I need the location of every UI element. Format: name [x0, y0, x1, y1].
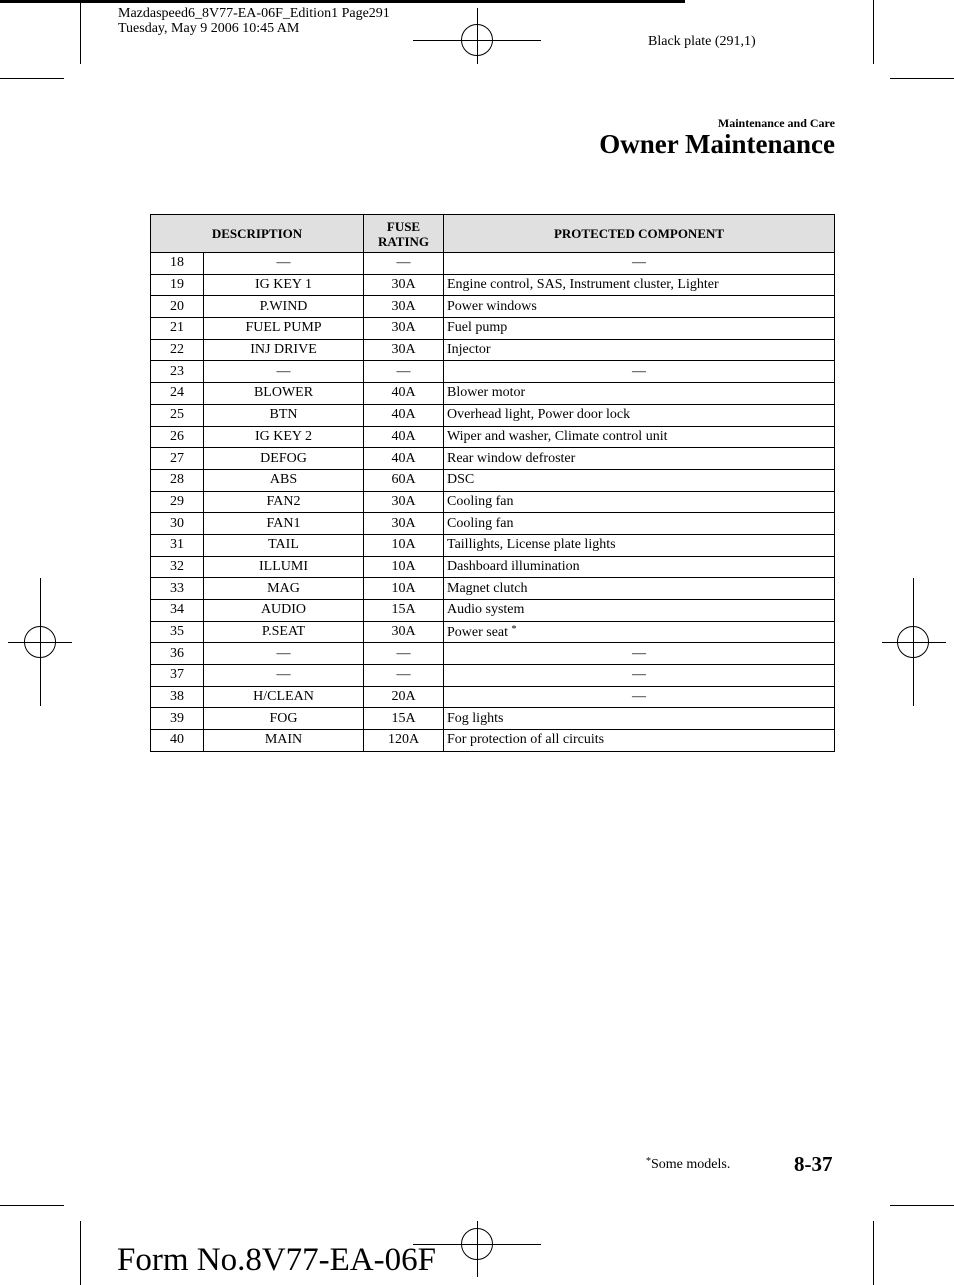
fuse-number-cell [151, 469, 204, 491]
page-number: 8-37 [794, 1152, 833, 1176]
description-cell-text: IG KEY 2 [254, 428, 313, 444]
protected-component-cell-text: Cooling fan [447, 515, 514, 531]
fuse-rating-cell [364, 686, 444, 708]
fuse-rating-cell [364, 426, 444, 448]
protected-component-cell-text: Cooling fan [447, 493, 514, 509]
description-cell-text: P.SEAT [261, 624, 306, 640]
protected-component-cell-text: Injector [447, 342, 491, 358]
description-cell-text: FOG [269, 710, 298, 726]
description-cell-text: — [276, 363, 291, 379]
fuse-rating-cell-text: 15A [391, 710, 416, 726]
description-cell [204, 556, 364, 578]
description-cell-text: ILLUMI [259, 558, 308, 574]
fuse-number-cell-text: 37 [170, 667, 184, 683]
table-row [151, 621, 835, 643]
fuse-number-cell-text: 33 [170, 580, 184, 596]
crop-mark [873, 0, 874, 64]
fuse-number-cell [151, 448, 204, 470]
protected-component-cell [444, 621, 835, 643]
description-cell-text: — [276, 667, 291, 683]
protected-component-cell-text: — [632, 667, 646, 683]
fuse-rating-cell [364, 339, 444, 361]
fuse-rating-cell-text: 10A [391, 558, 416, 574]
protected-component-cell [444, 253, 835, 275]
table-row [151, 383, 835, 405]
table-row [151, 361, 835, 383]
table-row [151, 339, 835, 361]
fuse-number-cell-text: 38 [170, 689, 184, 705]
fuse-rating-cell [364, 534, 444, 556]
table-row [151, 253, 835, 275]
fuse-number-cell [151, 513, 204, 535]
crop-mark [890, 78, 954, 79]
fuse-rating-cell-text: 30A [391, 515, 416, 531]
table-row [151, 578, 835, 600]
description-cell-text: FAN2 [266, 493, 301, 509]
table-row [151, 296, 835, 318]
header-protected-component: PROTECTED COMPONENT [444, 215, 835, 253]
fuse-rating-cell [364, 361, 444, 383]
fuse-number-cell-text: 40 [170, 732, 184, 748]
fuse-rating-cell-text: 60A [391, 472, 416, 488]
fuse-number-cell [151, 253, 204, 275]
fuse-rating-cell-text: 120A [387, 732, 420, 748]
fuse-number-cell [151, 426, 204, 448]
registration-mark-circle [461, 24, 493, 56]
description-cell [204, 621, 364, 643]
fuse-rating-cell-text: 10A [391, 580, 416, 596]
fuse-rating-cell [364, 469, 444, 491]
fuse-number-cell-text: 27 [170, 450, 184, 466]
protected-component-cell-text: Dashboard illumination [447, 558, 580, 574]
registration-mark-circle [24, 626, 56, 658]
fuse-number-cell [151, 383, 204, 405]
registration-mark-circle [461, 1228, 493, 1260]
crop-mark [890, 1205, 954, 1206]
crop-mark [80, 0, 81, 64]
header-rating-line1: FUSE [386, 218, 421, 234]
fuse-number-cell-text: 30 [170, 515, 184, 531]
fuse-number-cell-text: 21 [170, 320, 184, 336]
fuse-rating-cell [364, 621, 444, 643]
protected-component-cell-text: Overhead light, Power door lock [447, 407, 631, 423]
description-cell-text: AUDIO [260, 602, 307, 618]
fuse-rating-cell-text: 40A [391, 385, 416, 401]
protected-component-cell [444, 708, 835, 730]
protected-component-cell-text: Engine control, SAS, Instrument cluster, Lighter [447, 277, 719, 293]
fuse-rating-cell-text: 30A [391, 342, 416, 358]
plate-label: Black plate (291,1) [648, 34, 756, 49]
fuse-number-cell [151, 274, 204, 296]
fuse-number-cell-text: 36 [170, 645, 184, 661]
fuse-rating-cell [364, 491, 444, 513]
protected-component-cell [444, 491, 835, 513]
protected-component-cell-text: Magnet clutch [447, 580, 528, 596]
registration-mark-circle [897, 626, 929, 658]
fuse-number-cell-text: 26 [170, 428, 184, 444]
fuse-number-cell-text: 31 [170, 537, 184, 553]
description-cell-text: MAG [267, 580, 300, 596]
fuse-number-cell [151, 578, 204, 600]
protected-component-cell-text: Rear window defroster [447, 450, 576, 466]
fuse-number-cell [151, 643, 204, 665]
footnote [646, 1156, 730, 1173]
table-row [151, 730, 835, 752]
fuse-rating-cell [364, 404, 444, 426]
table-row [151, 708, 835, 730]
table-row [151, 600, 835, 622]
description-cell [204, 339, 364, 361]
fuse-number-cell-text: 39 [170, 710, 184, 726]
fuse-number-cell-text: 23 [170, 363, 184, 379]
description-cell [204, 686, 364, 708]
fuse-rating-cell [364, 556, 444, 578]
fuse-number-cell [151, 600, 204, 622]
footnote-text: Some models. [651, 1157, 731, 1172]
protected-component-cell-text: Blower motor [447, 385, 526, 401]
description-cell [204, 274, 364, 296]
fuse-number-cell [151, 686, 204, 708]
fuse-rating-cell-text: 40A [391, 407, 416, 423]
protected-component-cell-text: — [632, 645, 646, 661]
footnote-star: * [646, 1156, 651, 1167]
fuse-number-cell [151, 665, 204, 687]
description-cell [204, 404, 364, 426]
protected-component-cell-text: For protection of all circuits [447, 732, 605, 748]
page-title: Owner Maintenance [599, 129, 835, 159]
protected-component-cell [444, 665, 835, 687]
protected-component-cell-text: Fog lights [447, 710, 504, 726]
fuse-number-cell [151, 296, 204, 318]
fuse-rating-cell-text: — [396, 363, 411, 379]
fuse-rating-cell-text: 40A [391, 428, 416, 444]
fuse-rating-cell-text: 15A [391, 602, 416, 618]
description-cell [204, 534, 364, 556]
fuse-number-cell [151, 730, 204, 752]
protected-component-cell-text: — [632, 689, 646, 705]
fuse-rating-cell [364, 274, 444, 296]
protected-component-cell [444, 513, 835, 535]
fuse-rating-cell [364, 643, 444, 665]
description-cell-text: TAIL [268, 537, 299, 553]
description-cell [204, 383, 364, 405]
description-cell [204, 361, 364, 383]
description-cell-text: H/CLEAN [253, 689, 314, 705]
fuse-rating-cell-text: 20A [391, 689, 416, 705]
fuse-number-cell-text: 29 [170, 493, 184, 509]
table-row [151, 448, 835, 470]
protected-component-cell [444, 361, 835, 383]
fuse-rating-cell [364, 578, 444, 600]
fuse-table [150, 214, 835, 752]
protected-component-cell-text: Taillights, License plate lights [447, 537, 616, 553]
fuse-rating-cell-text: 30A [391, 298, 416, 314]
some-models-marker: * [511, 623, 517, 635]
fuse-rating-cell-text: 30A [391, 624, 416, 640]
table-header-row [151, 215, 835, 253]
fuse-number-cell-text: 28 [170, 472, 184, 488]
table-row [151, 665, 835, 687]
description-cell [204, 491, 364, 513]
protected-component-cell [444, 686, 835, 708]
fuse-rating-cell-text: 10A [391, 537, 416, 553]
fuse-rating-cell-text: — [396, 645, 411, 661]
fuse-rating-cell-text: 30A [391, 320, 416, 336]
fuse-number-cell-text: 18 [170, 255, 184, 271]
header-description: DESCRIPTION [151, 215, 364, 253]
protected-component-cell-text: — [632, 363, 646, 379]
protected-component-cell [444, 274, 835, 296]
fuse-rating-cell [364, 513, 444, 535]
protected-component-cell [444, 383, 835, 405]
description-cell [204, 513, 364, 535]
form-number: Form No.8V77-EA-06F [117, 1242, 436, 1278]
description-cell [204, 426, 364, 448]
protected-component-cell-text: — [632, 255, 646, 271]
protected-component-cell [444, 534, 835, 556]
section-title: Maintenance and Care [717, 116, 835, 130]
crop-mark [80, 1221, 81, 1285]
protected-component-cell [444, 318, 835, 340]
slug-line-1: Mazdaspeed6_8V77-EA-06F_Edition1 Page291 [118, 6, 390, 21]
protected-component-cell [444, 730, 835, 752]
protected-component-cell [444, 426, 835, 448]
description-cell [204, 318, 364, 340]
slug-line-2: Tuesday, May 9 2006 10:45 AM [118, 21, 300, 36]
fuse-number-cell-text: 24 [170, 385, 184, 401]
fuse-number-cell-text: 20 [170, 298, 184, 314]
fuse-rating-cell-text: — [396, 255, 411, 271]
table-row [151, 534, 835, 556]
protected-component-cell [444, 296, 835, 318]
fuse-number-cell [151, 404, 204, 426]
description-cell [204, 708, 364, 730]
fuse-rating-cell [364, 253, 444, 275]
protected-component-cell-text: Audio system [447, 602, 525, 618]
fuse-rating-cell [364, 665, 444, 687]
protected-component-cell [444, 600, 835, 622]
protected-component-cell-text: Power windows [447, 298, 537, 314]
protected-component-cell-text: Wiper and washer, Climate control unit [447, 428, 668, 444]
protected-component-cell [444, 556, 835, 578]
fuse-number-cell-text: 25 [170, 407, 184, 423]
fuse-rating-cell [364, 383, 444, 405]
description-cell [204, 665, 364, 687]
protected-component-cell-text: Fuel pump [447, 320, 508, 336]
description-cell [204, 730, 364, 752]
fuse-rating-cell-text: 30A [391, 277, 416, 293]
description-cell [204, 448, 364, 470]
table-row [151, 426, 835, 448]
description-cell-text: — [276, 645, 291, 661]
description-cell-text: BTN [269, 407, 298, 423]
description-cell-text: FAN1 [266, 515, 301, 531]
description-cell-text: ABS [269, 472, 298, 488]
crop-mark [0, 1205, 64, 1206]
fuse-number-cell [151, 708, 204, 730]
description-cell [204, 296, 364, 318]
description-cell [204, 469, 364, 491]
protected-component-cell [444, 469, 835, 491]
table-row [151, 491, 835, 513]
table-row [151, 404, 835, 426]
fuse-rating-cell [364, 708, 444, 730]
title-rule [0, 0, 685, 3]
crop-mark [0, 78, 64, 79]
protected-component-cell-text: Power seat [447, 624, 509, 640]
fuse-number-cell-text: 19 [170, 277, 184, 293]
fuse-rating-cell-text: 40A [391, 450, 416, 466]
table-row [151, 513, 835, 535]
description-cell [204, 578, 364, 600]
fuse-number-cell [151, 556, 204, 578]
description-cell [204, 253, 364, 275]
fuse-rating-cell-text: 30A [391, 493, 416, 509]
fuse-table-body [151, 253, 835, 752]
table-row [151, 686, 835, 708]
protected-component-cell [444, 578, 835, 600]
fuse-rating-cell [364, 296, 444, 318]
fuse-number-cell-text: 34 [170, 602, 184, 618]
fuse-rating-cell [364, 448, 444, 470]
description-cell [204, 600, 364, 622]
header-fuse-rating [364, 215, 444, 253]
fuse-rating-cell [364, 730, 444, 752]
protected-component-cell [444, 643, 835, 665]
description-cell-text: P.WIND [259, 298, 308, 314]
fuse-number-cell [151, 318, 204, 340]
fuse-number-cell-text: 32 [170, 558, 184, 574]
fuse-rating-cell-text: — [396, 667, 411, 683]
fuse-number-cell [151, 534, 204, 556]
fuse-number-cell [151, 491, 204, 513]
crop-mark [873, 1221, 874, 1285]
description-cell [204, 643, 364, 665]
table-row [151, 469, 835, 491]
fuse-rating-cell [364, 318, 444, 340]
protected-component-cell [444, 448, 835, 470]
protected-component-cell [444, 339, 835, 361]
description-cell-text: BLOWER [253, 385, 314, 401]
fuse-number-cell [151, 339, 204, 361]
fuse-number-cell-text: 22 [170, 342, 184, 358]
protected-component-cell-text: DSC [447, 472, 475, 488]
table-row [151, 643, 835, 665]
table-row [151, 556, 835, 578]
table-row [151, 318, 835, 340]
print-slug [118, 6, 390, 36]
header-rating-line2: RATING [377, 233, 430, 249]
fuse-rating-cell [364, 600, 444, 622]
description-cell-text: INJ DRIVE [250, 342, 317, 358]
description-cell-text: — [276, 255, 291, 271]
fuse-number-cell [151, 361, 204, 383]
protected-component-cell [444, 404, 835, 426]
fuse-number-cell [151, 621, 204, 643]
table-row [151, 274, 835, 296]
description-cell-text: DEFOG [260, 450, 307, 466]
fuse-number-cell-text: 35 [170, 624, 184, 640]
description-cell-text: MAIN [264, 732, 303, 748]
description-cell-text: FUEL PUMP [245, 320, 322, 336]
description-cell-text: IG KEY 1 [254, 277, 313, 293]
